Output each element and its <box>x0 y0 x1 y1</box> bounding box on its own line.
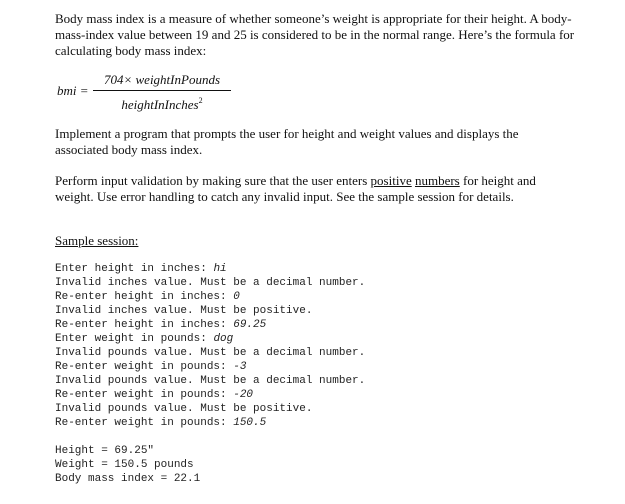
result-weight: Weight = 150.5 pounds <box>55 459 194 471</box>
session-line <box>55 346 365 360</box>
validation-text-after: for height and weight. Use error handling to catch any invalid input. See the sample session for details. <box>55 173 536 204</box>
session-line <box>55 318 365 332</box>
session-prompt: Invalid pounds value. Must be positive. <box>55 403 313 415</box>
task-paragraph: Implement a program that prompts the user for height and weight values and displays the associated body mass index. <box>55 126 519 157</box>
bmi-formula <box>55 72 295 116</box>
session-input: 150.5 <box>233 417 267 429</box>
session-prompt: Re-enter weight in pounds: <box>55 389 234 401</box>
session-prompt: Enter weight in pounds: <box>55 333 214 345</box>
formula-denominator-wrap <box>93 93 231 112</box>
session-prompt: Invalid inches value. Must be positive. <box>55 305 313 317</box>
session-line <box>55 332 365 346</box>
sample-session <box>55 262 365 430</box>
session-line <box>55 262 365 276</box>
formula-numerator: 704× weightInPounds <box>103 72 221 87</box>
session-prompt: Re-enter weight in pounds: <box>55 417 234 429</box>
session-input: hi <box>213 263 227 275</box>
session-line <box>55 388 365 402</box>
result-height: Height = 69.25" <box>55 445 155 457</box>
session-prompt: Re-enter weight in pounds: <box>55 361 234 373</box>
session-input: 69.25 <box>233 319 267 331</box>
formula-exponent: 2 <box>198 96 203 105</box>
fraction-bar <box>93 90 231 91</box>
formula-fraction <box>93 72 231 112</box>
session-prompt: Enter height in inches: <box>55 263 214 275</box>
underlined-positive: positive <box>370 173 412 188</box>
session-prompt: Re-enter height in inches: <box>55 291 234 303</box>
formula-denominator: heightInInches <box>121 97 199 112</box>
session-input: 0 <box>233 291 240 303</box>
session-prompt: Invalid inches value. Must be a decimal number. <box>55 277 366 289</box>
session-line <box>55 276 365 290</box>
session-input: dog <box>213 333 234 345</box>
session-prompt: Re-enter height in inches: <box>55 319 234 331</box>
sample-session-heading: Sample session: <box>55 233 139 248</box>
intro-paragraph: Body mass index is a measure of whether someone’s weight is appropriate for their height. A body-mass-index value between 19 and 25 is considered to be in the normal range. Here’s the formula for calculating body mass index: <box>55 11 575 58</box>
session-line <box>55 290 365 304</box>
formula-lhs: bmi = <box>57 83 89 98</box>
session-input: -20 <box>233 389 254 401</box>
session-prompt: Invalid pounds value. Must be a decimal number. <box>55 375 366 387</box>
session-line <box>55 402 365 416</box>
session-prompt: Invalid pounds value. Must be a decimal number. <box>55 347 366 359</box>
session-line <box>55 374 365 388</box>
session-input: -3 <box>233 361 247 373</box>
validation-paragraph <box>55 173 575 205</box>
session-line <box>55 416 365 430</box>
validation-text-before: Perform input validation by making sure that the user enters <box>55 173 371 188</box>
session-results <box>55 444 200 486</box>
underlined-numbers: numbers <box>414 173 460 188</box>
session-line <box>55 360 365 374</box>
result-bmi: Body mass index = 22.1 <box>55 473 201 485</box>
session-line <box>55 304 365 318</box>
